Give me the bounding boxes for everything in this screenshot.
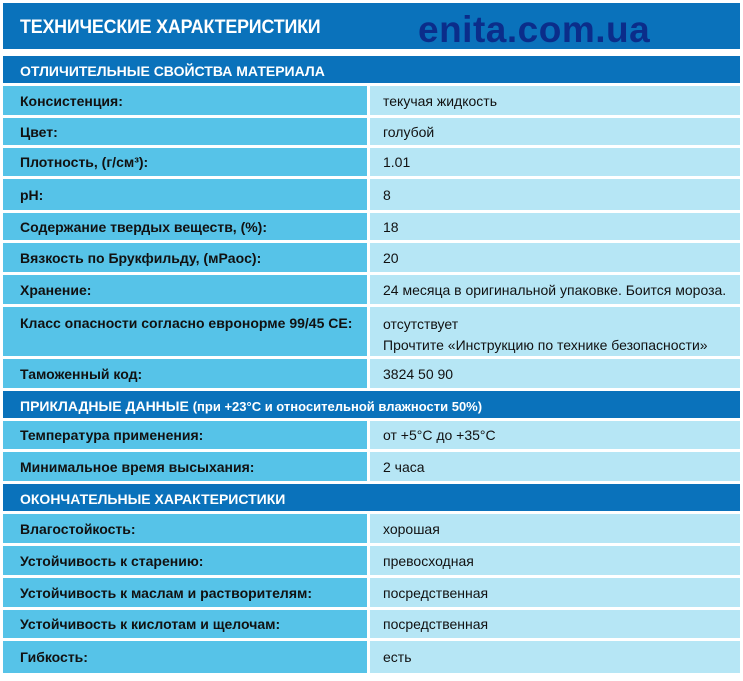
row-label: Устойчивость к кислотам и щелочам: [3, 610, 370, 638]
row-label: Хранение: [3, 275, 370, 304]
section-subtitle: (при +23°C и относительной влажности 50%) [192, 399, 483, 414]
row-label: Таможенный код: [3, 359, 370, 388]
row-value: превосходная [370, 546, 740, 575]
row-label: Устойчивость к старению: [3, 546, 370, 575]
row-value: 3824 50 90 [370, 359, 740, 388]
row-value: посредственная [370, 578, 740, 607]
section-header-material: ОТЛИЧИТЕЛЬНЫЕ СВОЙСТВА МАТЕРИАЛА [3, 56, 740, 86]
row-label: Консистенция: [3, 86, 370, 115]
row-label: Класс опасности согласно евронорме 99/45 CE: [3, 307, 370, 356]
table-row [3, 359, 740, 391]
row-value: хорошая [370, 514, 740, 543]
table-row [3, 546, 740, 578]
table-row [3, 514, 740, 546]
table-row [3, 452, 740, 484]
row-value: посредственная [370, 610, 740, 638]
table-row [3, 86, 740, 118]
table-row [3, 578, 740, 610]
row-value: от +5°C до +35°C [370, 421, 740, 449]
row-label: Устойчивость к маслам и растворителям: [3, 578, 370, 607]
row-label: Плотность, (г/см³): [3, 148, 370, 176]
row-label: Минимальное время высыхания: [3, 452, 370, 481]
section-title: ПРИКЛАДНЫЕ ДАННЫЕ [20, 398, 189, 414]
row-label: pH: [3, 179, 370, 210]
table-row [3, 307, 740, 359]
row-value: 18 [370, 213, 740, 240]
title-bar [3, 3, 740, 49]
row-label: Содержание твердых веществ, (%): [3, 213, 370, 240]
table-row [3, 421, 740, 452]
table-row [3, 275, 740, 307]
row-label: Температура применения: [3, 421, 370, 449]
row-value: 8 [370, 179, 740, 210]
table-row [3, 610, 740, 641]
table-row [3, 641, 740, 673]
row-label: Гибкость: [3, 641, 370, 673]
watermark: enita.com.ua [418, 9, 651, 50]
section-header-final: ОКОНЧАТЕЛЬНЫЕ ХАРАКТЕРИСТИКИ [3, 484, 740, 514]
row-label: Вязкость по Брукфильду, (мPaoc): [3, 243, 370, 272]
row-value: 2 часа [370, 452, 740, 481]
row-value: 20 [370, 243, 740, 272]
row-value: голубой [370, 118, 740, 145]
row-value-note: Прочтите «Инструкцию по технике безопасности» [383, 337, 708, 353]
row-value-line: отсутствует [383, 316, 459, 332]
row-value: 24 месяца в оригинальной упаковке. Боится мороза. [370, 275, 740, 304]
table-row [3, 118, 740, 148]
row-label: Цвет: [3, 118, 370, 145]
table-row [3, 213, 740, 243]
row-value: есть [370, 641, 740, 673]
page-title: ТЕХНИЧЕСКИЕ ХАРАКТЕРИСТИКИ [20, 17, 321, 38]
table-row [3, 179, 740, 213]
row-label: Влагостойкость: [3, 514, 370, 543]
table-row [3, 148, 740, 179]
row-value: текучая жидкость [370, 86, 740, 115]
row-value [370, 307, 740, 356]
section-header-application [3, 391, 740, 421]
row-value: 1.01 [370, 148, 740, 176]
specs-table [3, 56, 740, 673]
table-row [3, 243, 740, 275]
